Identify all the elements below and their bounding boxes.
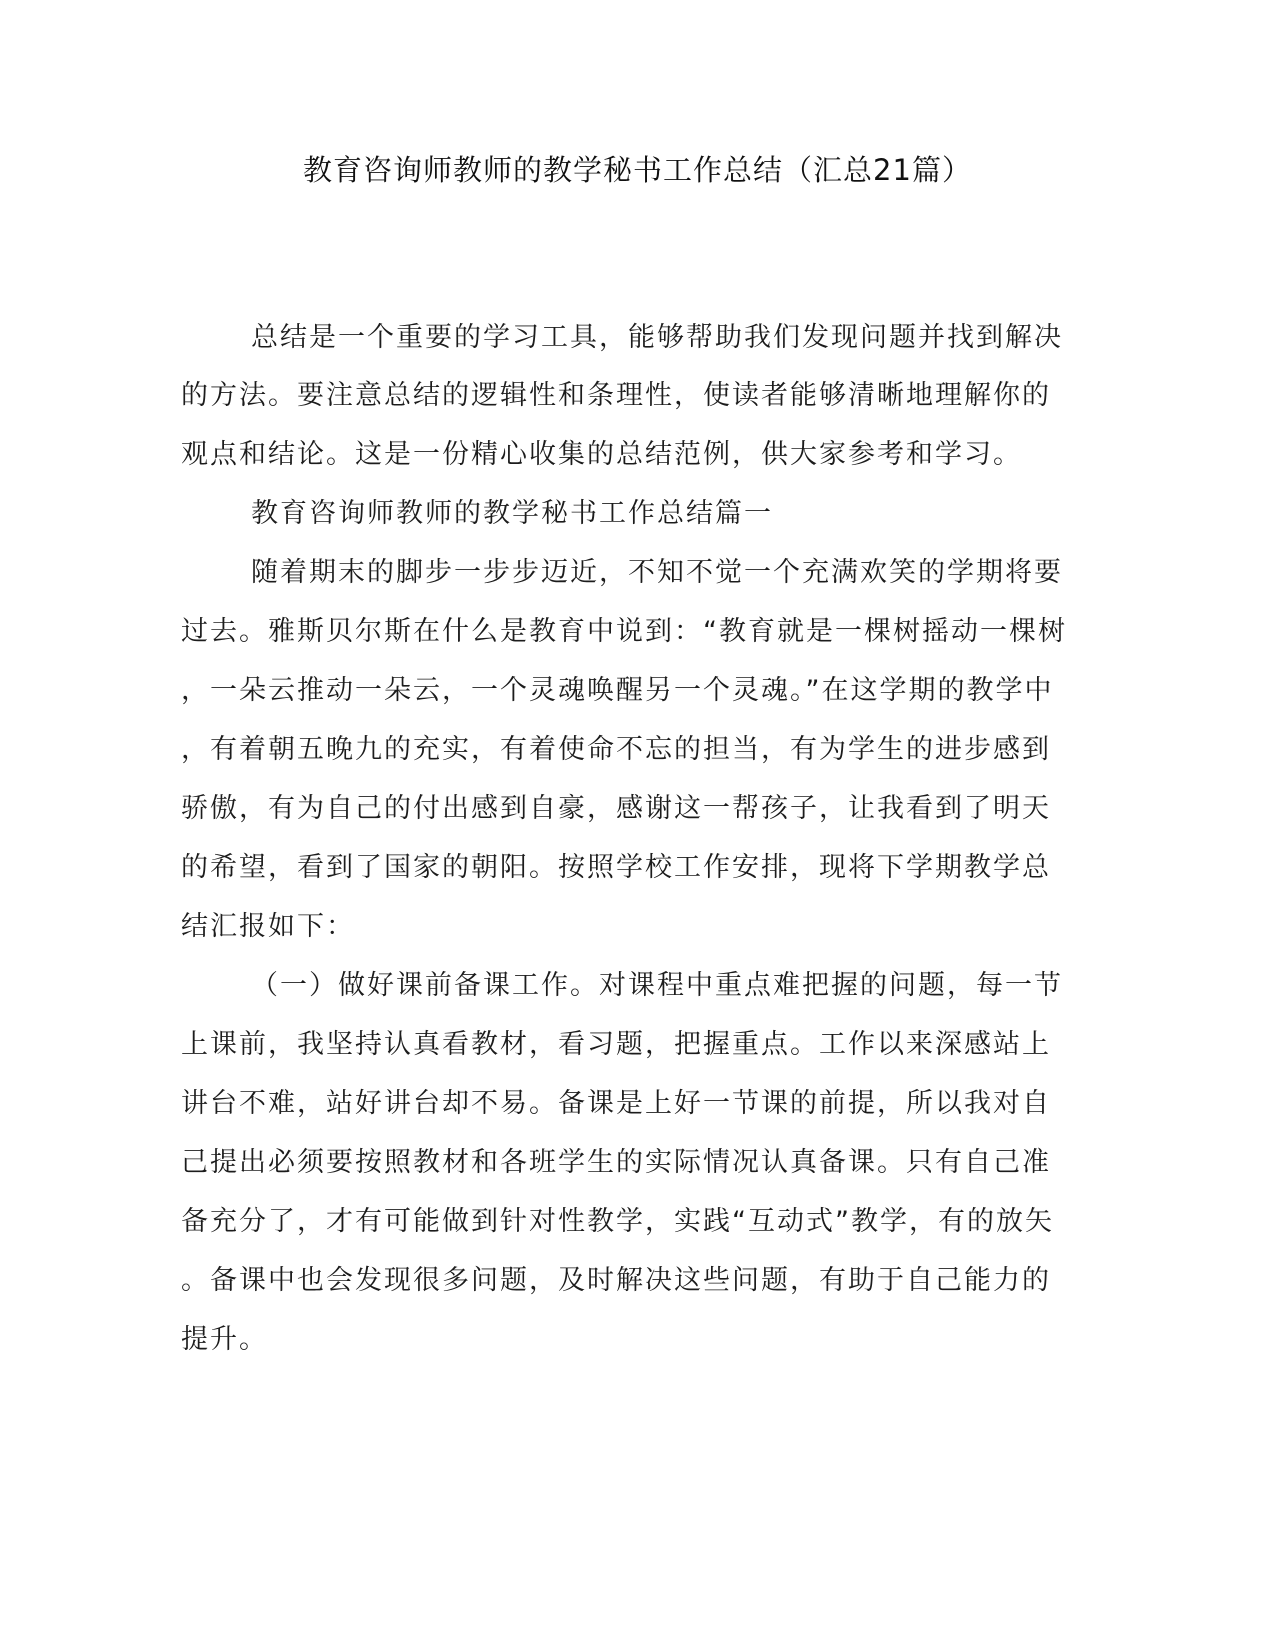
body-line: 总结是一个重要的学习工具，能够帮助我们发现问题并找到解决 (251, 322, 1063, 353)
body-line: 结汇报如下： (181, 911, 355, 942)
body-line: 的方法。要注意总结的逻辑性和条理性，使读者能够清晰地理解你的 (181, 380, 1051, 411)
body-line: ，有着朝五晚九的充实，有着使命不忘的担当，有为学生的进步感到 (181, 734, 1051, 765)
body-line: 的希望，看到了国家的朝阳。按照学校工作安排，现将下学期教学总 (181, 852, 1051, 883)
body-line: 己提出必须要按照教材和各班学生的实际情况认真备课。只有自己准 (181, 1147, 1051, 1178)
body-line: 上课前，我坚持认真看教材，看习题，把握重点。工作以来深感站上 (181, 1029, 1051, 1060)
body-line: （一）做好课前备课工作。对课程中重点难把握的问题，每一节 (251, 970, 1063, 1001)
document-title: 教育咨询师教师的教学秘书工作总结（汇总21篇） (303, 153, 972, 187)
body-line: 备充分了，才有可能做到针对性教学，实践“互动式”教学，有的放矢 (181, 1206, 1054, 1237)
body-line: 。备课中也会发现很多问题，及时解决这些问题，有助于自己能力的 (181, 1265, 1051, 1296)
section-heading: 教育咨询师教师的教学秘书工作总结篇一 (251, 498, 773, 529)
body-line: 骄傲，有为自己的付出感到自豪，感谢这一帮孩子，让我看到了明天 (181, 793, 1051, 824)
body-line: ，一朵云推动一朵云，一个灵魂唤醒另一个灵魂。”在这学期的教学中 (181, 675, 1054, 706)
body-line: 过去。雅斯贝尔斯在什么是教育中说到：“教育就是一棵树摇动一棵树 (181, 616, 1067, 647)
body-line: 随着期末的脚步一步步迈近，不知不觉一个充满欢笑的学期将要 (251, 557, 1063, 588)
body-line: 观点和结论。这是一份精心收集的总结范例，供大家参考和学习。 (181, 439, 1022, 470)
body-line: 提升。 (181, 1324, 268, 1355)
body-line: 讲台不难，站好讲台却不易。备课是上好一节课的前提，所以我对自 (181, 1088, 1051, 1119)
